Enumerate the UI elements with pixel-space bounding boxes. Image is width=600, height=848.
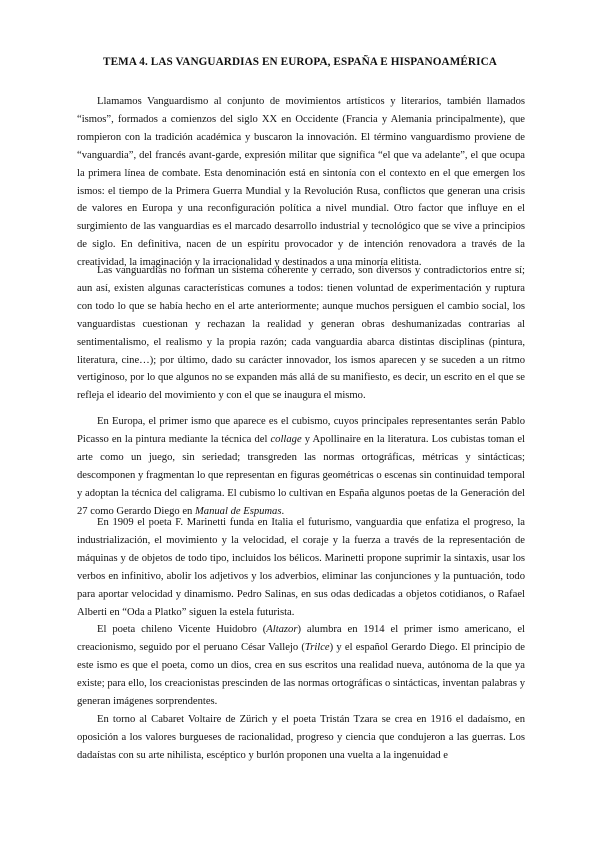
- work-title: Altazor: [266, 624, 298, 635]
- paragraph-vanguardismo-intro: Llamamos Vanguardismo al conjunto de movimientos artísticos y literarios, también llamados “ismos”, formados a comienzos del siglo XX en Occidente (Francia y Alemania principalmente), que rompieron con la tradición académica y buscaron la innovación. El término vanguardismo proviene de “vanguardia”, del francés avant-garde, expresión militar que significa “el que va adelante”, el que ocupa la primera línea de combate. Esta denominación está en sintonía con el contexto en el que emergen los ismos: el tiempo de la Primera Guerra Mundial y la Revolución Rusa, conflictos que generan una crisis de valores en Europa y una reconfiguración política a nivel mundial. Otro factor que influye en el surgimiento de las vanguardias es el marcado desarrollo industrial y tecnológico que se vive a principios de siglo. En definitiva, nacen de un espíritu provocador y de intención renovadora a través de la creatividad, la imaginación y la irracionalidad y destinados a una minoría elitista.: [77, 96, 525, 269]
- paragraph-text: En Europa, el primer ismo que aparece es el cubismo, cuyos principales representantes serán Pablo Picasso en la pintura mediante la técnica del: [77, 416, 525, 445]
- paragraph-dadaismo: En torno al Cabaret Voltaire de Zürich y el poeta Tristán Tzara se crea en 1916 el dadaísmo, en oposición a los valores burgueses de racionalidad, progreso y ciencia que condujeron a las guerras. Los dadaístas con su arte nihilista, escéptico y burlón proponen una vuelta a la ingenuidad e: [77, 714, 525, 761]
- paragraph-creacionismo: [77, 621, 525, 711]
- work-title: Trilce: [304, 641, 330, 653]
- paragraph-text: El poeta chileno Vicente Huidobro (: [97, 624, 267, 635]
- paragraph-text: ) y el español Gerardo Diego. El principio de este ismo es que el poeta, como un dios, crea en sus escritos una realidad nueva, autónoma de la que ya existe; para ello, los creacionistas prescinden de las normas ortográficas o sintácticas, inventan palabras y generan imágenes sorprendentes.: [77, 641, 526, 707]
- paragraph-cubismo: [77, 413, 525, 520]
- page-title: TEMA 4. LAS VANGUARDIAS EN EUROPA, ESPAÑA E HISPANOAMÉRICA: [103, 56, 497, 68]
- work-title: Manual de Espumas: [194, 505, 282, 517]
- paragraph-futurismo: En 1909 el poeta F. Marinetti funda en Italia el futurismo, vanguardia que enfatiza el progreso, la industrialización, el movimiento y la velocidad, el coraje y la fuerza a través de la representación de máquinas y de objetos de todo tipo, incluidos los bélicos. Marinetti propone suprimir la sintaxis, usar los verbos en infinitivo, abolir los adjetivos y los adverbios, eliminar las conjunciones y la puntuación, todo para aportar velocidad y dinamismo. Pedro Salinas, en sus odas dedicadas a objetos cotidianos, o Rafael Alberti en “Oda a Platko” siguen la estela futurista.: [77, 517, 525, 618]
- paragraph-text: y Apollinaire en la literatura. Los cubistas toman el arte como un juego, sin seriedad; transgreden las normas ortográficas, métricas y sintácticas; descomponen y fragmentan lo que representan en figuras geométricas o escenas sin continuidad temporal y adoptan la técnica del caligrama. El cubismo lo cultivan en España algunos poetas de la Generación del 27 como Gerardo Diego en: [77, 433, 525, 517]
- italic-term: collage: [270, 433, 302, 445]
- paragraph-text: ) alumbra en 1914 el primer ismo americano, el creacionismo, seguido por el peruano César Vallejo (: [77, 624, 525, 653]
- paragraph-caracteristicas: Las vanguardias no forman un sistema coherente y cerrado, son diversos y contradictorios entre sí; aun así, existen algunas características comunes a todos: tienen voluntad de experimentación y ruptura con todo lo que se había hecho en el arte anteriormente; aunque muchos persiguen el cambio social, los vanguardistas cuestionan y rechazan la realidad y generan obras deshumanizadas contrarias al sentimentalismo, el realismo y la propia razón; cada vanguardia abarca distintas disciplinas (pintura, literatura, cine…); por último, dado su carácter innovador, los ismos aparecen y se suceden a un ritmo vertiginoso, por lo que algunos no se expanden más allá de su manifiesto, es decir, un escrito en el que se refleja el ideario del movimiento y con el que se inaugura el mismo.: [77, 265, 525, 402]
- paragraph-text: .: [281, 505, 285, 517]
